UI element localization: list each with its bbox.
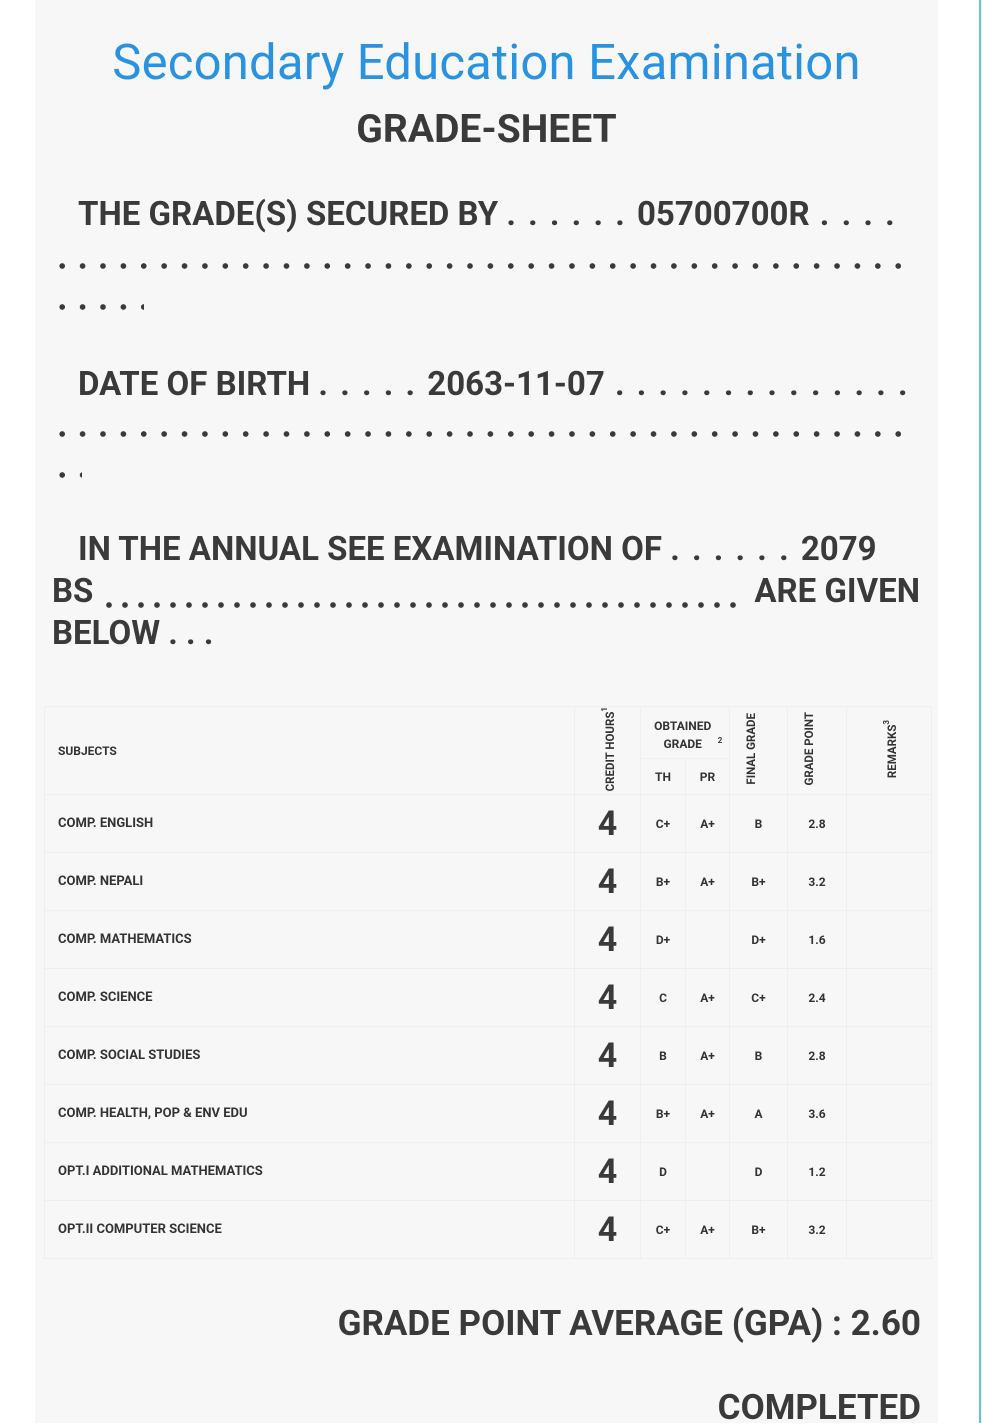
secured-by-line xyxy=(52,194,920,236)
subject-cell: OPT.I ADDITIONAL MATHEMATICS xyxy=(45,1143,575,1201)
pr-grade-cell: A+ xyxy=(686,1027,730,1085)
subject-cell: COMP. SCIENCE xyxy=(45,969,575,1027)
dotted-fill-line xyxy=(52,471,82,479)
pr-grade-cell: A+ xyxy=(686,853,730,911)
th-grade-cell: B xyxy=(641,1027,686,1085)
remarks-cell xyxy=(847,853,932,911)
credit-cell: 4 xyxy=(575,1085,641,1143)
final-grade-cell: D+ xyxy=(730,911,788,969)
remarks-cell xyxy=(847,795,932,853)
dob-value: 2063-11-07 xyxy=(427,365,605,404)
year-suffix: BS xyxy=(52,572,94,611)
table-row xyxy=(45,1201,932,1259)
exam-label: IN THE ANNUAL SEE EXAMINATION OF xyxy=(78,530,662,569)
dob-label: DATE OF BIRTH xyxy=(78,365,311,404)
given-label: ARE GIVEN xyxy=(754,572,920,611)
gpa-value: 2.60 xyxy=(850,1303,921,1344)
remarks-cell xyxy=(847,1085,932,1143)
th-grade-cell: B+ xyxy=(641,1085,686,1143)
grade-sheet xyxy=(35,0,938,1428)
subject-cell: COMP. ENGLISH xyxy=(45,795,575,853)
dots: . . . . . . xyxy=(506,195,637,234)
remarks-cell xyxy=(847,1027,932,1085)
page-subtitle: GRADE-SHEET xyxy=(356,106,617,152)
th-grade-cell: C+ xyxy=(641,1201,686,1259)
final-grade-cell: B xyxy=(730,795,788,853)
subject-cell: COMP. HEALTH, POP & ENV EDU xyxy=(45,1085,575,1143)
table-row xyxy=(45,969,932,1027)
grade-point-cell: 2.8 xyxy=(788,1027,847,1085)
th-grade-cell: C xyxy=(641,969,686,1027)
credit-cell: 4 xyxy=(575,795,641,853)
table-row xyxy=(45,911,932,969)
final-grade-cell: B+ xyxy=(730,853,788,911)
dots: . . . . . xyxy=(318,365,428,404)
page-title: Secondary Education Examination xyxy=(112,34,861,91)
pr-grade-cell: A+ xyxy=(686,1201,730,1259)
header-final-grade: FINAL GRADE xyxy=(730,707,788,795)
dotted-fill-line xyxy=(52,262,912,270)
remarks-cell xyxy=(847,1201,932,1259)
header-credit-hours: CREDIT HOURS$^1$ xyxy=(575,707,641,795)
final-grade-cell: A xyxy=(730,1085,788,1143)
table-row xyxy=(45,853,932,911)
pr-grade-cell: A+ xyxy=(686,795,730,853)
credit-cell: 4 xyxy=(575,1143,641,1201)
dotted-fill-line xyxy=(52,430,912,438)
grade-point-cell: 2.8 xyxy=(788,795,847,853)
exam-line xyxy=(52,529,920,655)
dots: . . . . . . . . . . . . . . xyxy=(604,365,910,404)
header-grade-point: GRADE POINT xyxy=(788,707,847,795)
grades-table xyxy=(44,706,932,1259)
th-grade-cell: D xyxy=(641,1143,686,1201)
grade-point-cell: 3.2 xyxy=(788,853,847,911)
table-row xyxy=(45,795,932,853)
dotted-fill xyxy=(101,571,746,613)
dotted-fill-line xyxy=(52,303,144,311)
dots: . . . . . . xyxy=(670,530,801,569)
subject-cell: OPT.II COMPUTER SCIENCE xyxy=(45,1201,575,1259)
grade-point-cell: 3.2 xyxy=(788,1201,847,1259)
th-grade-cell: D+ xyxy=(641,911,686,969)
credit-cell: 4 xyxy=(575,853,641,911)
result-status: COMPLETED xyxy=(717,1387,921,1428)
th-grade-cell: B+ xyxy=(641,853,686,911)
subject-cell: COMP. SOCIAL STUDIES xyxy=(45,1027,575,1085)
table-header-row xyxy=(45,707,932,759)
gpa-label: GRADE POINT AVERAGE (GPA) : xyxy=(337,1303,842,1344)
secured-by-label: THE GRADE(S) SECURED BY xyxy=(78,195,499,234)
pr-grade-cell: A+ xyxy=(686,1085,730,1143)
remarks-cell xyxy=(847,1143,932,1201)
gpa-summary xyxy=(338,1303,921,1344)
credit-cell: 4 xyxy=(575,1201,641,1259)
header-th: TH xyxy=(641,758,686,795)
header-subjects: SUBJECTS xyxy=(45,707,575,795)
symbol-number: 05700700R xyxy=(637,195,810,234)
remarks-cell xyxy=(847,911,932,969)
final-grade-cell: D xyxy=(730,1143,788,1201)
final-grade-cell: B xyxy=(730,1027,788,1085)
credit-cell: 4 xyxy=(575,911,641,969)
header-remarks: REMARKS$^3$ xyxy=(847,707,932,795)
dob-line xyxy=(52,364,920,406)
table-row xyxy=(45,1143,932,1201)
grade-point-cell: 2.4 xyxy=(788,969,847,1027)
header-pr: PR xyxy=(686,758,730,795)
table-row xyxy=(45,1027,932,1085)
th-grade-cell: C+ xyxy=(641,795,686,853)
final-grade-cell: B+ xyxy=(730,1201,788,1259)
pr-grade-cell: A+ xyxy=(686,969,730,1027)
credit-cell: 4 xyxy=(575,969,641,1027)
below-label: BELOW . . . xyxy=(52,614,214,653)
remarks-cell xyxy=(847,969,932,1027)
exam-year: 2079 xyxy=(800,530,877,569)
subject-cell: COMP. NEPALI xyxy=(45,853,575,911)
dots: . . . . xyxy=(809,195,897,234)
pr-grade-cell xyxy=(686,1143,730,1201)
grade-point-cell: 1.6 xyxy=(788,911,847,969)
grade-point-cell: 1.2 xyxy=(788,1143,847,1201)
header-obtained-grade: OBTAINED GRADE $^2$ xyxy=(641,707,730,759)
credit-cell: 4 xyxy=(575,1027,641,1085)
subject-cell: COMP. MATHEMATICS xyxy=(45,911,575,969)
pr-grade-cell xyxy=(686,911,730,969)
edge-rule xyxy=(979,0,981,1423)
grade-point-cell: 3.6 xyxy=(788,1085,847,1143)
final-grade-cell: C+ xyxy=(730,969,788,1027)
table-row xyxy=(45,1085,932,1143)
